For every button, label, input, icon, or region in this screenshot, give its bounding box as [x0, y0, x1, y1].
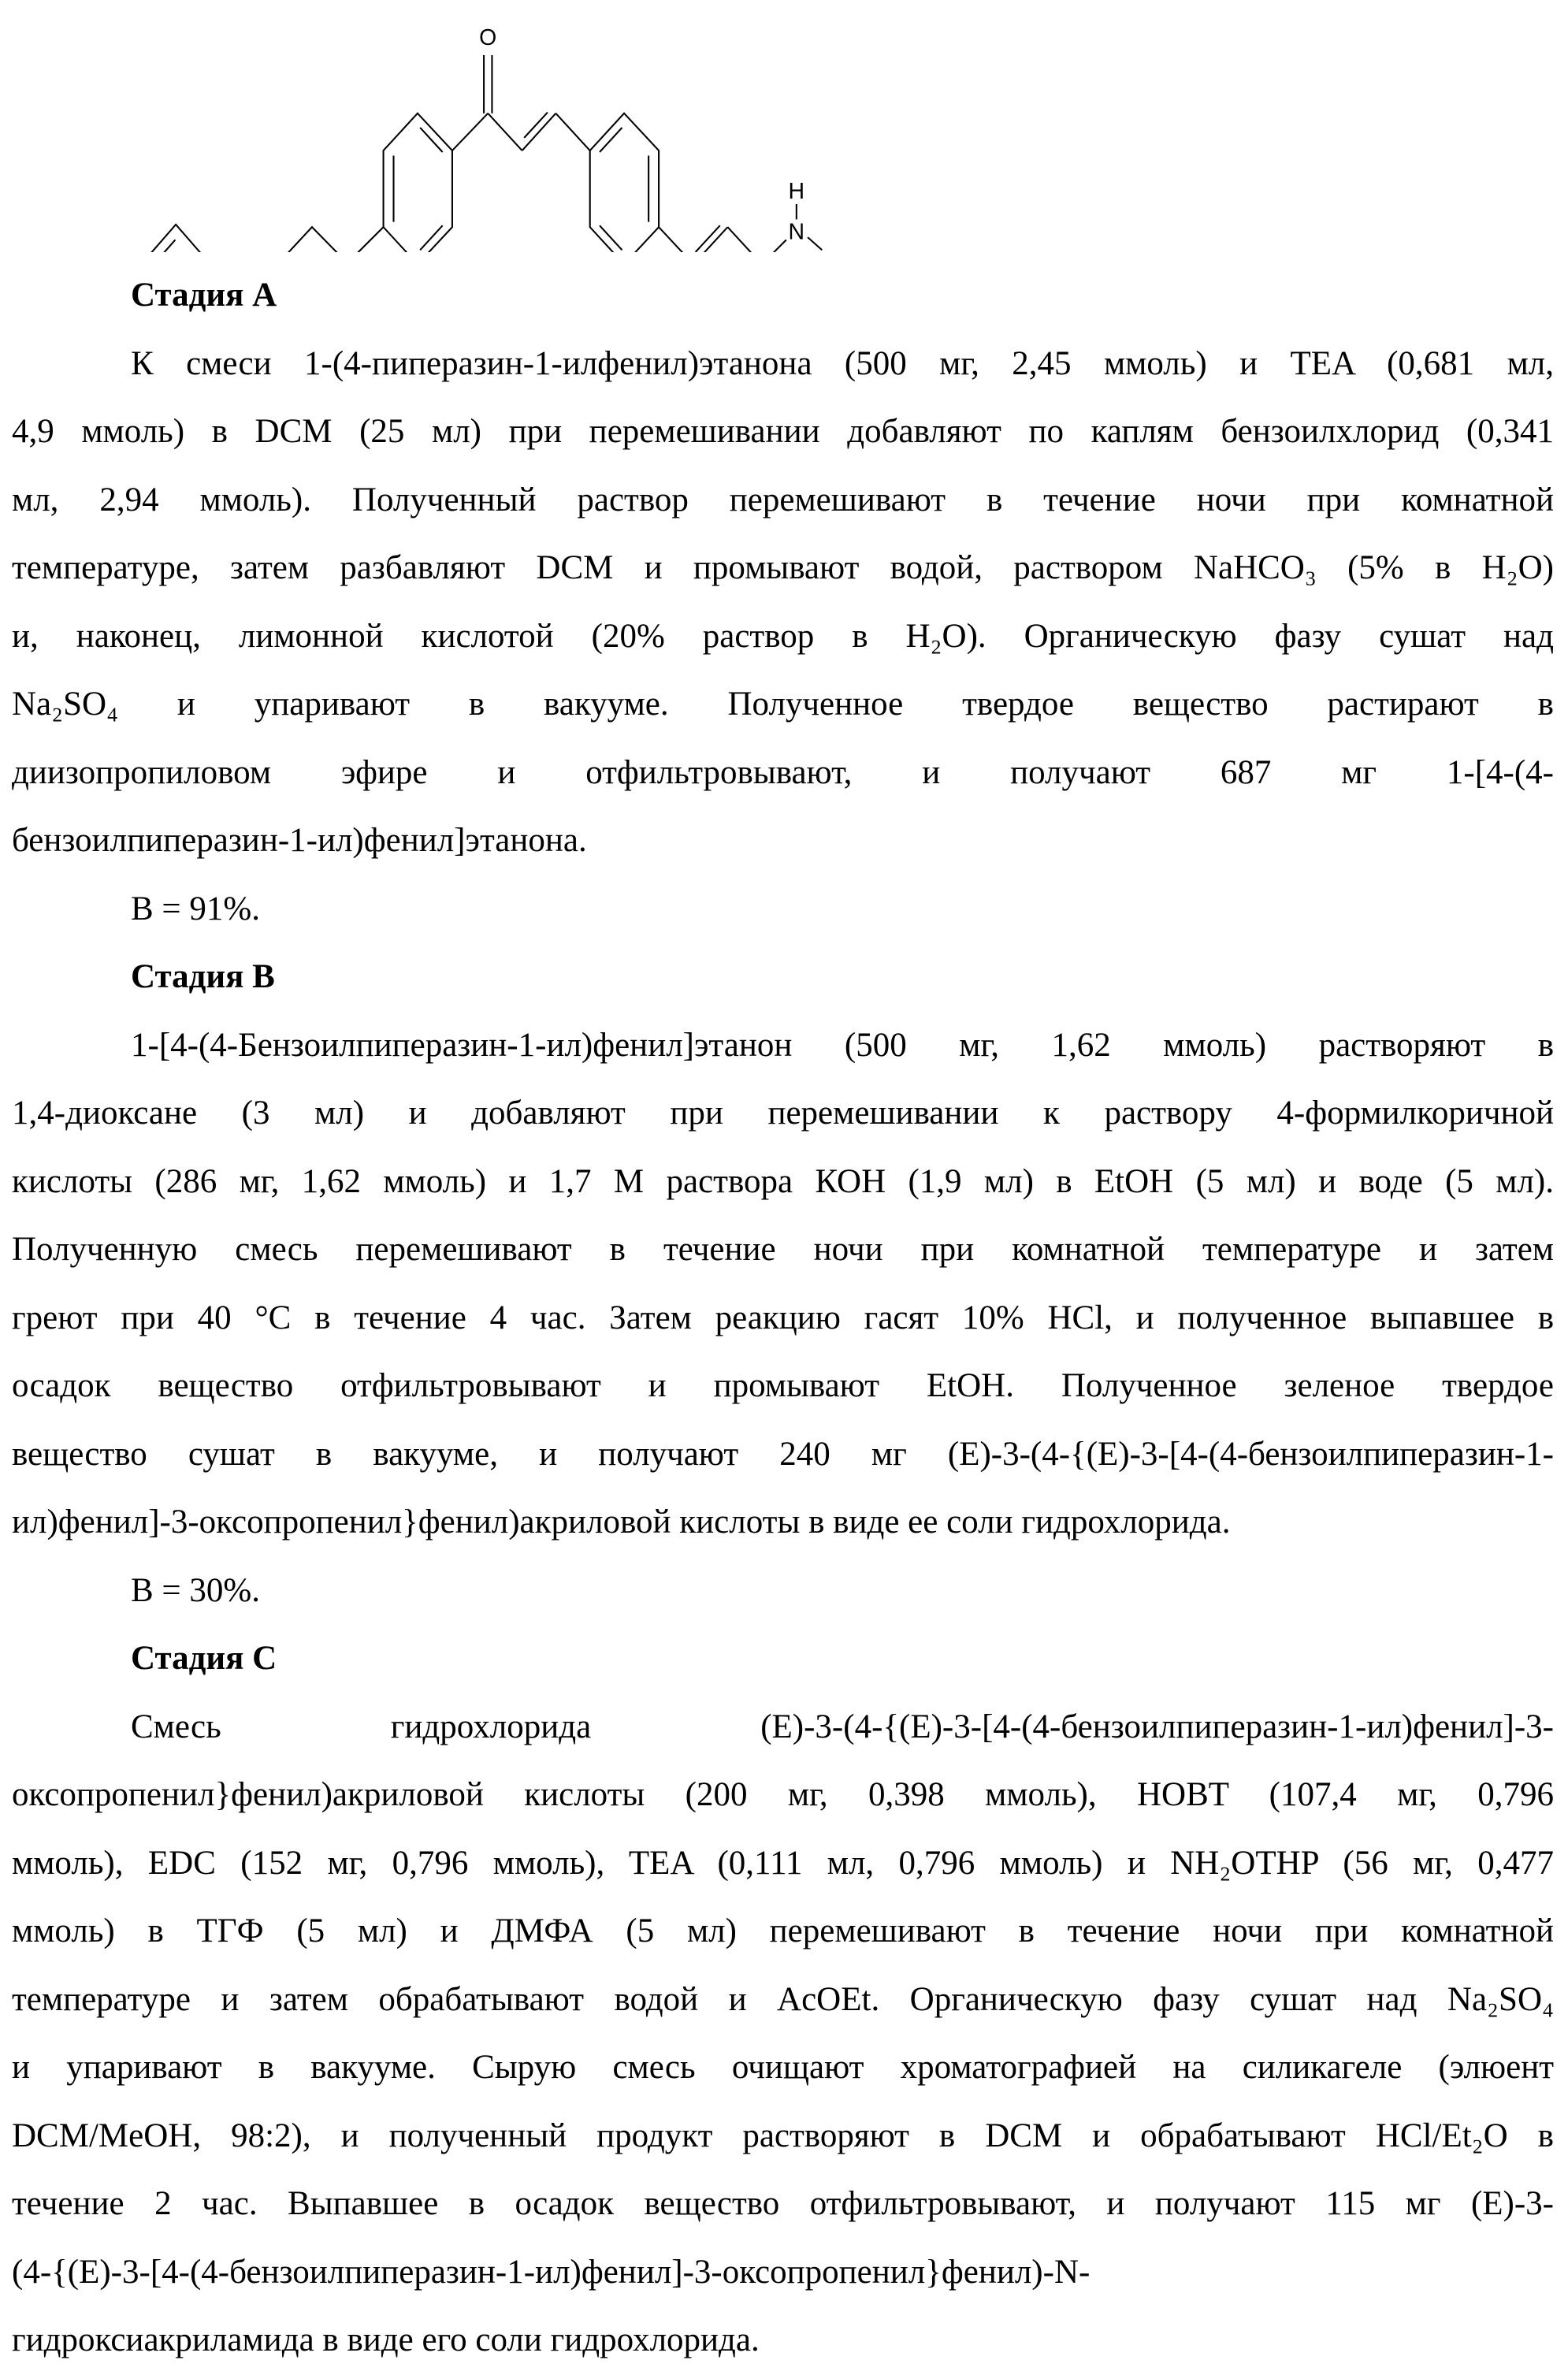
chemical-structure [118, 0, 906, 252]
paragraph-line: и, наконец, лимонной кислотой (20% раствор в H₂O). Органическую фазу сушат над [12, 603, 1554, 671]
paragraph-line: 1,4-диоксане (3 мл) и добавляют при перемешивании к раствору 4-формилкоричной [12, 1080, 1554, 1148]
paragraph-line: 1-[4-(4-Бензоилпиперазин-1-ил)фенил]этанон (500 мг, 1,62 ммоль) растворяют в [12, 1012, 1554, 1080]
paragraph-line: осадок вещество отфильтровывают и промывают EtOH. Полученное зеленое твердое [12, 1352, 1554, 1421]
piperazine-ring [279, 227, 339, 252]
stage-b-heading: Стадия В [12, 943, 1554, 1012]
paragraph-line: мл, 2,94 ммоль). Полученный раствор перемешивают в течение ночи при комнатной [12, 466, 1554, 535]
paragraph-line: температуре, затем разбавляют DCM и промывают водой, раствором NaHCO₃ (5% в H₂O) [12, 534, 1554, 603]
paragraph-line: ммоль) в ТГФ (5 мл) и ДМФА (5 мл) перемешивают в течение ночи при комнатной [12, 1897, 1554, 1966]
atom-o-ketone: O [479, 25, 496, 50]
benzene-ring [142, 225, 210, 252]
paragraph-line: Полученную смесь перемешивают в течение ночи при комнатной температуре и затем [12, 1216, 1554, 1284]
paragraph-line: греют при 40 °C в течение 4 час. Затем реакцию гасят 10% HCl, и полученное выпавшее в [12, 1284, 1554, 1353]
paragraph-line: кислоты (286 мг, 1,62 ммоль) и 1,7 М раствора КОН (1,9 мл) в EtOH (5 мл) и воде (5 мл). [12, 1148, 1554, 1217]
atom-n-amide: N [789, 220, 805, 245]
paragraph-line: диизопропиловом эфире и отфильтровывают, и получают 687 мг 1-[4-(4- [12, 739, 1554, 808]
paragraph-line: вещество сушат в вакууме, и получают 240 мг (E)-3-(4-{(E)-3-[4-(4-бензоилпиперазин-1- [12, 1421, 1554, 1489]
paragraph-line: DCM/MeOH, 98:2), и полученный продукт растворяют в DCM и обрабатывают HCl/Et₂O в [12, 2102, 1554, 2171]
stage-a-heading: Стадия А [12, 262, 1554, 330]
document-body [12, 262, 1554, 2375]
atom-h-amide: H [789, 179, 805, 204]
paragraph-line: температуре и затем обрабатывают водой и AcOEt. Органическую фазу сушат над Na₂SO₄ [12, 1966, 1554, 2035]
paragraph-line: Na₂SO₄ и упаривают в вакууме. Полученное твердое вещество растирают в [12, 671, 1554, 739]
paragraph-line: гидроксиакриламида в виде его соли гидрохлорида. [12, 2306, 1554, 2375]
paragraph-line: и упаривают в вакууме. Сырую смесь очищают хроматографией на силикагеле (элюент [12, 2034, 1554, 2102]
paragraph-line: ил)фенил]-3-оксопропенил}фенил)акриловой кислоты в виде ее соли гидрохлорида. [12, 1489, 1554, 1557]
stage-a-yield: В = 91%. [12, 875, 1554, 944]
paragraph-line: ммоль), EDC (152 мг, 0,796 ммоль), TEA (0,111 мл, 0,796 ммоль) и NH₂OTHP (56 мг, 0,477 [12, 1830, 1554, 1898]
paragraph-line: бензоилпиперазин-1-ил)фенил]этанона. [12, 807, 1554, 875]
stage-c-heading: Стадия С [12, 1625, 1554, 1693]
paragraph-line: К смеси 1-(4-пиперазин-1-илфенил)этанона (500 мг, 2,45 ммоль) и TEA (0,681 мл, [12, 330, 1554, 399]
paragraph-line: оксопропенил}фенил)акриловой кислоты (200 мг, 0,398 ммоль), HOBT (107,4 мг, 0,796 [12, 1761, 1554, 1830]
paragraph-line: течение 2 час. Выпавшее в осадок вещество отфильтровывают, и получают 115 мг (E)-3- [12, 2170, 1554, 2239]
paragraph-line: (4-{(E)-3-[4-(4-бензоилпиперазин-1-ил)фенил]-3-оксопропенил}фенил)-N- [12, 2239, 1554, 2307]
paragraph-line: 4,9 ммоль) в DCM (25 мл) при перемешивании добавляют по каплям бензоилхлорид (0,341 [12, 398, 1554, 466]
stage-b-yield: В = 30%. [12, 1557, 1554, 1626]
paragraph-line: Смесь гидрохлорида (E)-3-(4-{(E)-3-[4-(4-бензоилпиперазин-1-ил)фенил]-3- [12, 1693, 1554, 1762]
